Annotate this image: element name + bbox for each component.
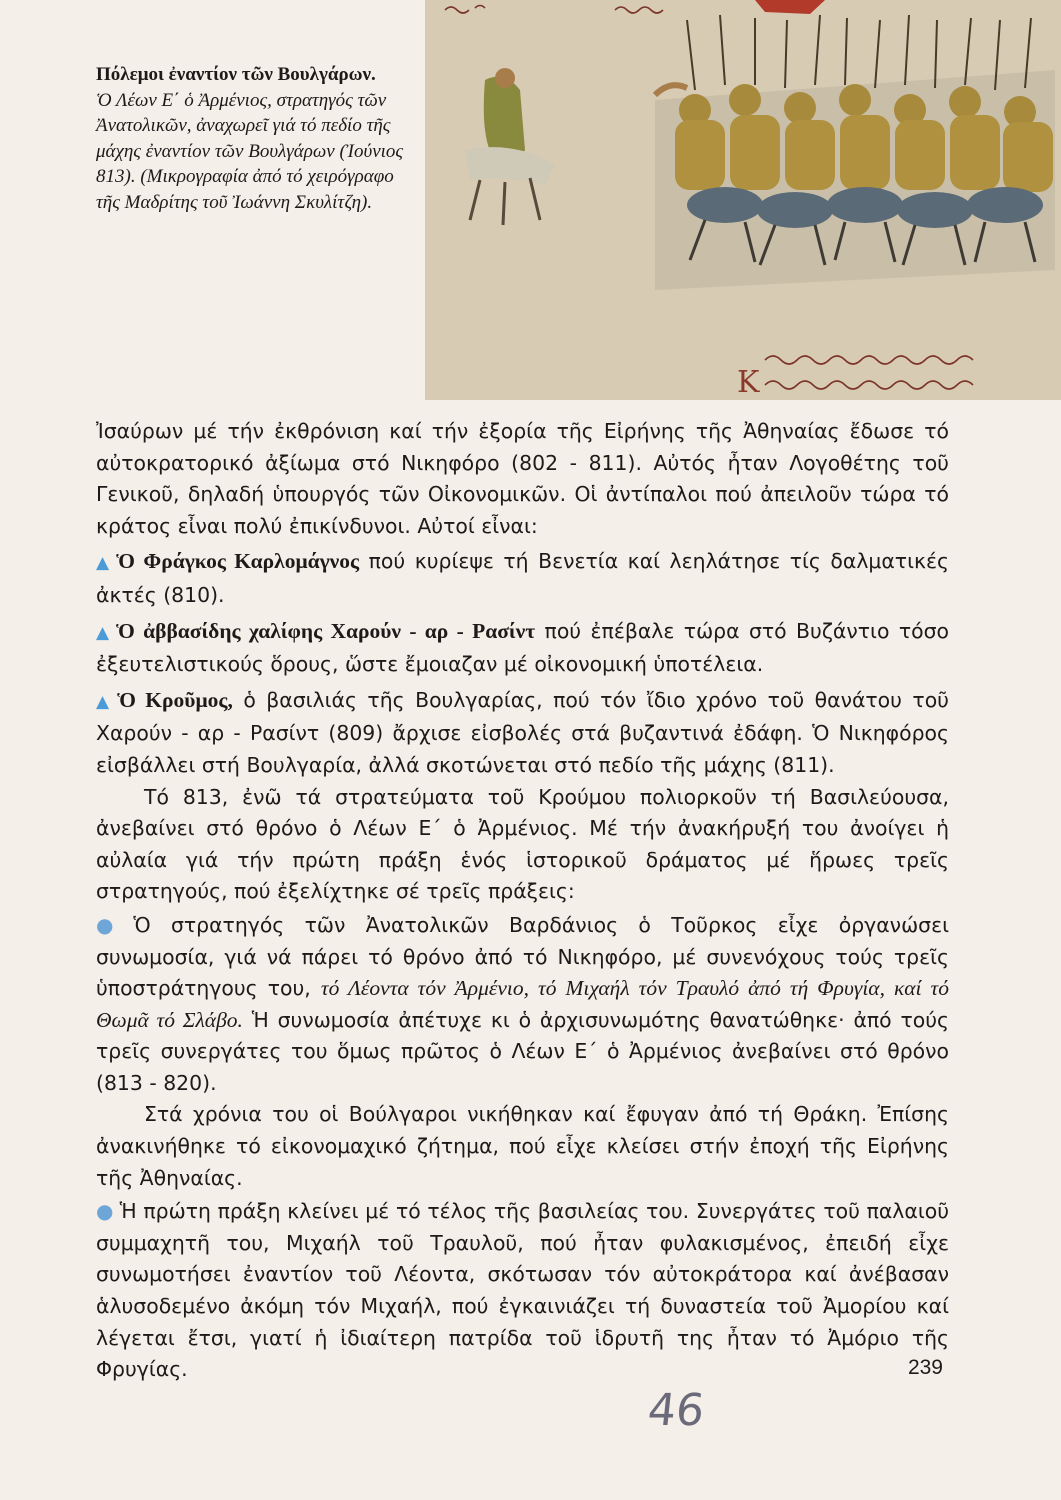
enemy-text: πού ἐπέβαλε τώρα στό Βυζάντιο τόσο ἐξευτελιστικούς ὅρους, ὥστε ἔμοιαζαν μέ οἰκονομική ὑποτέλεια. [96, 618, 949, 677]
act-one-paragraph [96, 910, 949, 1100]
caption-body: Ὁ Λέων Ε΄ ὁ Ἀρμένιος, στρατηγός τῶν Ἀνατολικῶν, ἀναχωρεῖ γιά τό πεδίο τῆς μάχης ἐναντίον τῶν Βουλγάρων (Ἰούνιος 813). (Μικρογραφία ἀπό τό χειρόγραφο τῆς Μαδρίτης τοῦ Ἰωάννη Σκυλίτζη). [96, 89, 404, 213]
paragraph-bulgars: Στά χρόνια του οἱ Βούλγαροι νικήθηκαν καί ἔφυγαν ἀπό τή Θράκη. Ἐπίσης ἀνακινήθηκε τό εἰκονομαχικό ζήτημα, πού εἶχε κλείσει στήν ἐποχή τῆς Εἰρήνης τῆς Ἀθηναίας. [96, 1102, 949, 1190]
svg-text:K: K [737, 365, 760, 400]
circle-bullet-icon: ● [96, 1199, 114, 1224]
enemy-item-harun [96, 616, 949, 681]
act-one-text-b: Ἡ συνωμοσία ἀπέτυχε κι ὁ ἀρχισυνωμότης θανατώθηκε· ἀπό τούς τρεῖς συνεργάτες του ὅμως πρῶτος ὁ Λέων Ε΄ ὁ Ἀρμένιος ἀνεβαίνει στό θρόνο (813 - 820). [96, 1007, 949, 1095]
act-two-paragraph [96, 1196, 949, 1386]
enemy-item-charlemagne [96, 546, 949, 611]
intro-paragraph: Ἰσαύρων μέ τήν ἐκθρόνιση καί τήν ἐξορία τῆς Εἰρήνης τῆς Ἀθηναίας ἔδωσε τό αὐτοκρατορικό ἀξίωμα στό Νικηφόρο (802 - 811). Αὐτός ἦταν Λογοθέτης τοῦ Γενικοῦ, δηλαδή ὑπουργός τῶν Οἰκονομικῶν. Οἱ ἀντίπαλοι πού ἀπειλοῦν τώρα τό κράτος εἶναι πολύ ἐπικίνδυνοι. Αὐτοί εἶναι: [96, 419, 949, 538]
manuscript-miniature [425, 0, 1061, 400]
enemy-text: ὁ βασιλιάς τῆς Βουλγαρίας, πού τόν ἴδιο χρόνο τοῦ θανάτου τοῦ Χαρούν - αρ - Ρασίντ (809) ἄρχισε εἰσβολές στά βυζαντινά ἐδάφη. Ὁ Νικηφόρος εἰσβάλλει στή Βουλγαρία, ἀλλά σκοτώνεται στό πεδίο τῆς μάχης (811). [96, 687, 949, 777]
act-one-text-a: Ὁ στρατηγός τῶν Ἀνατολικῶν Βαρδάνιος ὁ Τοῦρκος εἶχε ὀργανώσει συνωμοσία, γιά νά πάρει τό θρόνο ἀπό τό Νικηφόρο, μέ συνενόχους τούς τρεῖς ὑποστράτηγους του, [96, 912, 949, 1001]
act-one-generals: τό Λέοντα τόν Ἀρμένιο, τό Μιχαήλ τόν Τραυλό ἀπό τή Φρυγία, καί τό Θωμᾶ τό Σλάβο. [96, 976, 949, 1032]
figure-caption [96, 62, 416, 215]
triangle-bullet-icon: ▲ [96, 553, 113, 574]
caption-title: Πόλεμοι ἐναντίον τῶν Βουλγάρων. [96, 64, 376, 85]
circle-bullet-icon: ● [96, 912, 128, 937]
main-text [96, 416, 949, 1386]
enemy-name: Ὁ Κροῦμος, [117, 687, 233, 712]
miniature-illustration [425, 0, 1061, 400]
enemy-text: πού κυρίεψε τή Βενετία καί λεηλάτησε τίς δαλματικές ἀκτές (810). [96, 549, 949, 607]
enemy-name: Ὁ Φράγκος Καρλομάγνος [116, 549, 360, 574]
paragraph-813: Τό 813, ἐνῶ τά στρατεύματα τοῦ Κρούμου πολιορκοῦν τή Βασιλεύουσα, ἀνεβαίνει στό θρόνο ὁ Λέων Ε΄ ὁ Ἀρμένιος. Μέ τήν ἀνακήρυξή του ἀνοίγει ἡ αὐλαία γιά τήν πρώτη πράξη ἑνός ἱστορικοῦ δράματος μέ ἥρωες τρεῖς στρατηγούς, πού ἐξελίχτηκε σέ τρεῖς πράξεις: [96, 784, 949, 904]
triangle-bullet-icon: ▲ [96, 622, 113, 643]
page-number: 239 [907, 1356, 943, 1379]
enemy-name: Ὁ ἀββασίδης χαλίφης Χαρούν - αρ - Ρασίντ [116, 618, 536, 643]
handwritten-note: 46 [645, 1385, 707, 1436]
triangle-bullet-icon: ▲ [96, 691, 114, 712]
enemy-item-krum [96, 685, 949, 782]
act-two-text: Ἡ πρώτη πράξη κλείνει μέ τό τέλος τῆς βασιλείας του. Συνεργάτες τοῦ παλαιοῦ συμμαχητῆ του, Μιχαήλ τοῦ Τραυλοῦ, πού ἦταν φυλακισμένος, ἐπειδή εἶχε συνωμοτήσει ἐναντίον τοῦ Λέοντα, σκότωσαν τόν αὐτοκράτορα καί ἀνέβασαν ἁλυσοδεμένο ἀκόμη τόν Μιχαήλ, πού ἐγκαινιάζει τή δυναστεία τοῦ Ἀμορίου καί λέγεται ἔτσι, γιατί ἡ ἰδιαίτερη πατρίδα τοῦ ἱδρυτῆ της ἦταν τό Ἀμόριο τῆς Φρυγίας. [96, 1199, 949, 1382]
